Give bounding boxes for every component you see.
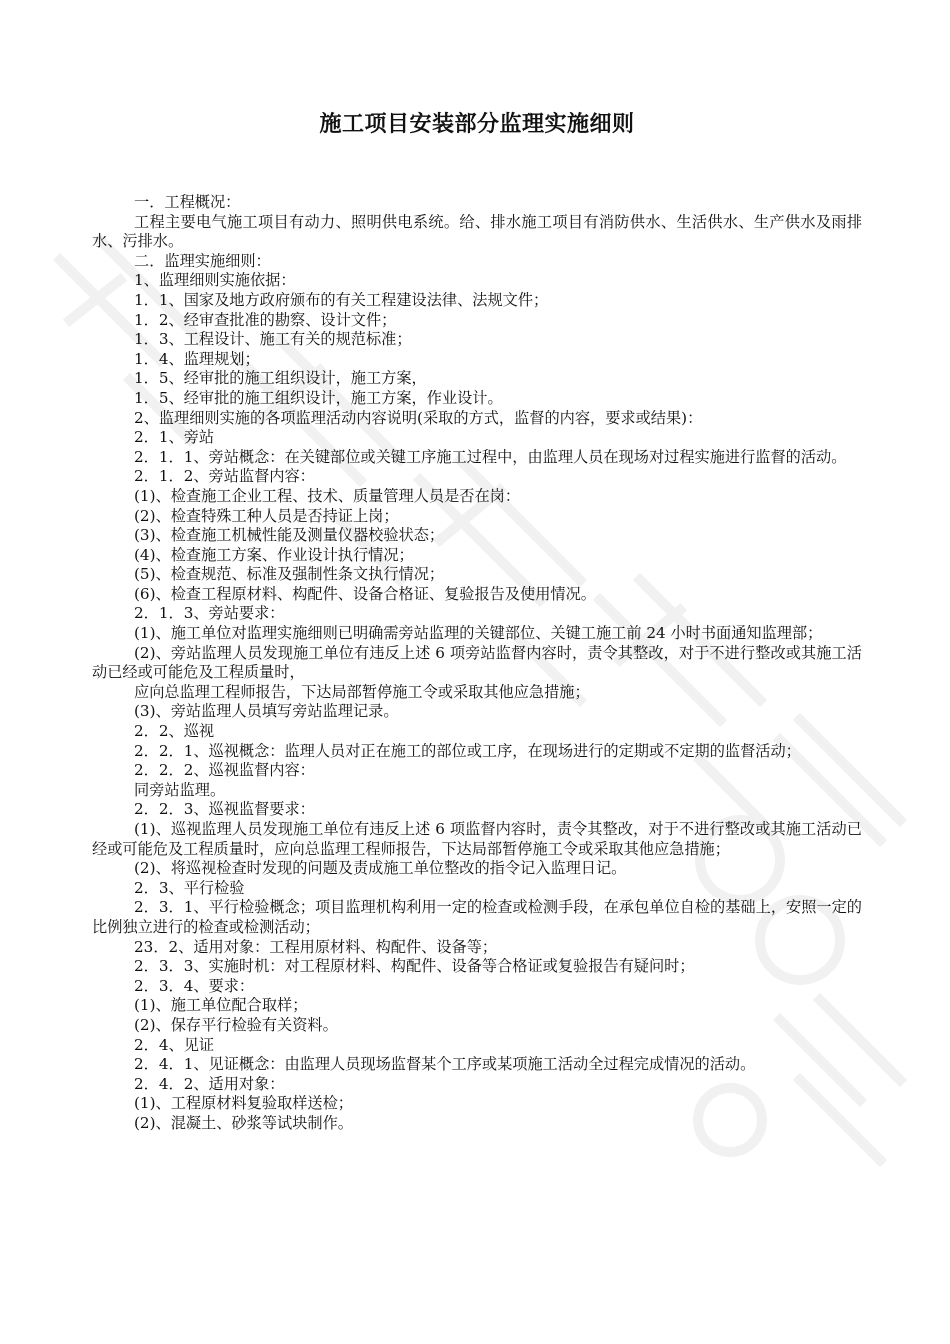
text-line: 2．3、平行检验 (134, 878, 245, 897)
text-line: (1)、巡视监理人员发现施工单位有违反上述 6 项监督内容时，责令其整改，对于不进行整改或其施工活动已经或可能危及工程质量时，应向总监理工程师报告，下达局部暂停施工令或采取其他应急措施； (92, 820, 862, 858)
text-line: 2．1．3、旁站要求： (134, 604, 285, 623)
text-line: (2)、旁站监理人员发现施工单位有违反上述 6 项旁站监督内容时，责令其整改，对于不进行整改或其施工活动已经或可能危及工程质量时， (92, 643, 862, 682)
text-line: (3)、检查施工机械性能及测量仪器校验状态； (134, 526, 445, 545)
text-line: (1)、检查施工企业工程、技术、质量管理人员是否在岗： (134, 486, 521, 505)
text-line: (5)、检查规范、标准及强制性条文执行情况； (134, 565, 445, 584)
text-line: 2．4、见证 (134, 1035, 215, 1054)
text-line: 1．4、监理规划； (134, 349, 260, 368)
text-line: 一．工程概况： (134, 193, 241, 211)
text-line: (3)、旁站监理人员填写旁站监理记录。 (134, 702, 399, 721)
text-line: 2．4．2、适用对象： (134, 1074, 285, 1093)
text-line: 1．1、国家及地方政府颁布的有关工程建设法律、法规文件； (134, 290, 549, 309)
text-line: 23．2、适用对象：工程用原材料、构配件、设备等； (134, 937, 498, 956)
text-line: 工程主要电气施工项目有动力、照明供电系统。给、排水施工项目有消防供水、生活供水、生产供水及雨排水、污排水。 (92, 212, 862, 251)
text-line: (4)、检查施工方案、作业设计执行情况； (134, 545, 414, 564)
document-title: 施工项目安装部分监理实施细则 (319, 112, 635, 137)
text-line: 2．2、巡视 (134, 722, 215, 741)
text-line: 2．2．1、巡视概念：监理人员对正在施工的部位或工序，在现场进行的定期或不定期的监督活动； (134, 741, 801, 760)
text-line: 2．4．1、见证概念：由监理人员现场监督某个工序或某项施工活动全过程完成情况的活动。 (134, 1055, 756, 1074)
text-line: (2)、将巡视检查时发现的问题及责成施工单位整改的指令记入监理日记。 (134, 859, 627, 878)
text-line: 1．2、经审查批准的勘察、设计文件； (134, 310, 397, 329)
text-line: 1．5、经审批的施工组织设计，施工方案，作业设计。 (134, 388, 503, 407)
text-line: (1)、工程原材料复验取样送检； (134, 1094, 353, 1113)
text-line: (2)、检查特殊工种人员是否持证上岗； (134, 506, 399, 525)
text-line: 二．监理实施细则： (134, 251, 271, 270)
text-line: (6)、检查工程原材料、构配件、设备合格证、复验报告及使用情况。 (134, 584, 596, 603)
text-line: (2)、保存平行检验有关资料。 (134, 1015, 338, 1034)
text-line: 2．3．3、实施时机：对工程原材料、构配件、设备等合格证或复验报告有疑问时； (134, 957, 695, 976)
text-line: 2、监理细则实施的各项监理活动内容说明(采取的方式，监督的内容，要求或结果)： (134, 408, 703, 427)
text-line: 1．3、工程设计、施工有关的规范标准； (134, 330, 412, 349)
text-line: 2．1．2、旁站监督内容： (134, 467, 315, 486)
text-line: (1)、施工单位配合取样； (134, 996, 308, 1015)
document-body (92, 193, 862, 1134)
text-line: 1．5、经审批的施工组织设计，施工方案， (134, 369, 427, 388)
text-line: (1)、施工单位对监理实施细则已明确需旁站监理的关键部位、关键工施工前 24 小时书面通知监理部； (134, 624, 823, 643)
text-line: 2．2．2、巡视监督内容： (134, 761, 315, 780)
text-line: 2．3．4、要求： (134, 976, 255, 995)
text-line: 应向总监理工程师报告，下达局部暂停施工令或采取其他应急措施； (134, 682, 590, 701)
text-line: 2．3．1、平行检验概念；项目监理机构利用一定的检查或检测手段，在承包单位自检的基础上，安照一定的比例独立进行的检查或检测活动； (92, 898, 862, 936)
text-line: 2．1．1、旁站概念：在关键部位或关键工序施工过程中，由监理人员在现场对过程实施进行监督的活动。 (134, 447, 847, 466)
text-line: 1、监理细则实施依据： (134, 271, 296, 290)
text-line: 2．2．3、巡视监督要求： (134, 800, 315, 819)
text-line: 2．1、旁站 (134, 428, 215, 447)
text-line: 同旁站监理。 (134, 780, 226, 799)
text-line: (2)、混凝土、砂浆等试块制作。 (134, 1113, 353, 1132)
